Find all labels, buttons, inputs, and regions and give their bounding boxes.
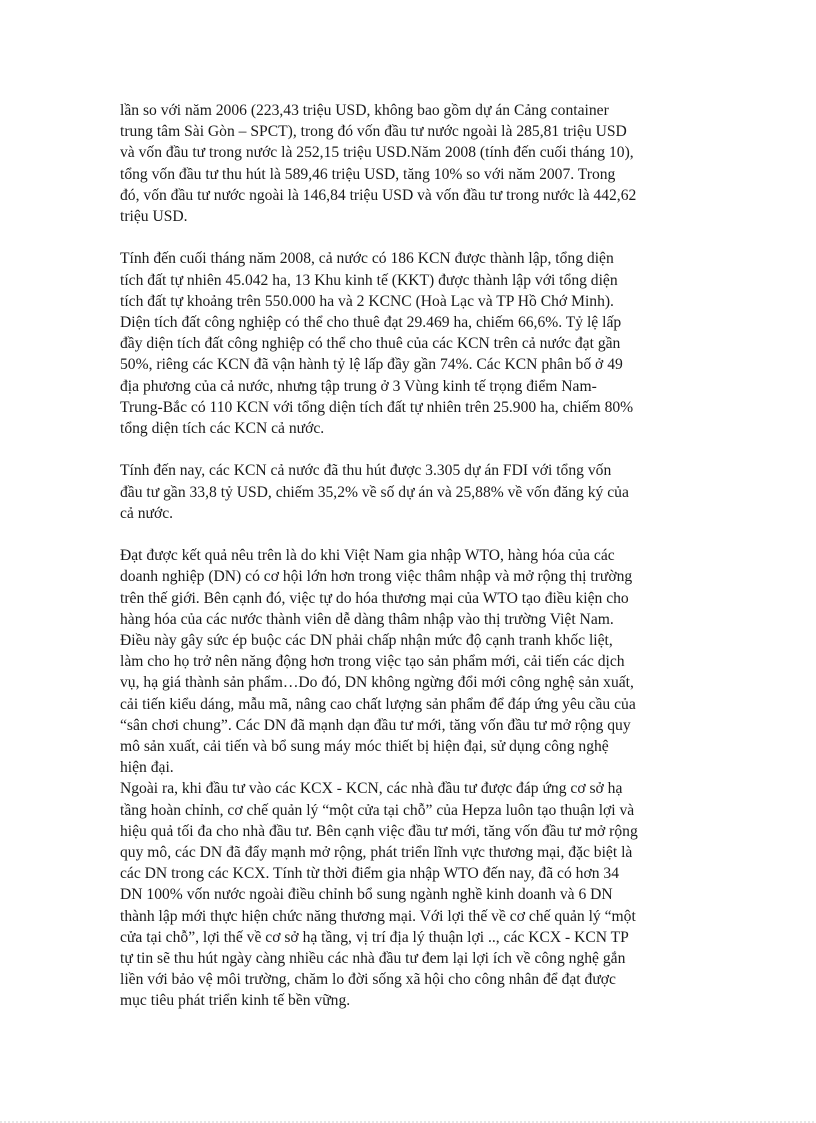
paragraph-wto-impact: Đạt được kết quả nêu trên là do khi Việt Nam gia nhập WTO, hàng hóa của các doanh nghiệp (DN) có cơ hội lớn hơn trong việc thâm nhập và mở rộng thị trường trên thế giới. Bên cạnh đó, việc tự do hóa thương mại của WTO tạo điều kiện cho hàng hóa của các nước thành viên dễ dàng thâm nhập vào thị trường Việt Nam. Điều này gây sức ép buộc các DN phải chấp nhận mức độ cạnh tranh khốc liệt, làm cho họ trở nên năng động hơn trong việc tạo sản phẩm mới, cải tiến các dịch vụ, hạ giá thành sản phẩm…Do đó, DN không ngừng đổi mới công nghệ sản xuất, cải tiến kiểu dáng, mẫu mã, nâng cao chất lượng sản phẩm để đáp ứng yêu cầu của “sân chơi chung”. Các DN đã mạnh dạn đầu tư mới, tăng vốn đầu tư mở rộng quy mô sản xuất, cải tiến và bổ sung máy móc thiết bị hiện đại, sử dụng công nghệ hiện đại. — [120, 547, 636, 777]
document-body — [120, 100, 710, 1012]
paragraph-investment-capital: lần so với năm 2006 (223,43 triệu USD, không bao gồm dự án Cảng container trung tâm Sài Gòn – SPCT), trong đó vốn đầu tư nước ngoài là 285,81 triệu USD và vốn đầu tư trong nước là 252,15 triệu USD.Năm 2008 (tính đến cuối tháng 10), tổng vốn đầu tư thu hút là 589,46 triệu USD, tăng 10% so với năm 2007. Trong đó, vốn đầu tư nước ngoài là 146,84 triệu USD và vốn đầu tư trong nước là 442,62 triệu USD. — [120, 102, 637, 226]
paragraph-fdi-projects: Tính đến nay, các KCN cả nước đã thu hút được 3.305 dự án FDI với tổng vốn đầu tư gần 33,8 tỷ USD, chiếm 35,2% về số dự án và 25,88% về vốn đăng ký của cả nước. — [120, 462, 629, 522]
paragraph-hepza-advantages: Ngoài ra, khi đầu tư vào các KCX - KCN, các nhà đầu tư được đáp ứng cơ sở hạ tầng hoàn chỉnh, cơ chế quản lý “một cửa tại chỗ” của Hepza luôn tạo thuận lợi và hiệu quả tối đa cho nhà đầu tư. Bên cạnh việc đầu tư mới, tăng vốn đầu tư mở rộng quy mô, các DN đã đẩy mạnh mở rộng, phát triển lĩnh vực thương mại, đặc biệt là các DN trong các KCX. Tính từ thời điểm gia nhập WTO đến nay, đã có hơn 34 DN 100% vốn nước ngoài điều chỉnh bổ sung ngành nghề kinh doanh và 6 DN thành lập mới thực hiện chức năng thương mại. Với lợi thế về cơ chế quản lý “một cửa tại chỗ”, lợi thế về cơ sở hạ tầng, vị trí địa lý thuận lợi .., các KCX - KCN TP tự tin sẽ thu hút ngày càng nhiều các nhà đầu tư đem lại lợi ích về công nghệ gắn liền với bảo vệ môi trường, chăm lo đời sống xã hội cho công nhân để đạt được mục tiêu phát triển kinh tế bền vững. — [120, 780, 638, 1010]
paragraph-industrial-zones-count: Tính đến cuối tháng năm 2008, cả nước có 186 KCN được thành lập, tổng diện tích đất tự nhiên 45.042 ha, 13 Khu kinh tế (KKT) được thành lập với tổng diện tích đất tự khoảng trên 550.000 ha và 2 KCNC (Hoà Lạc và TP Hồ Chớ Minh). Diện tích đất công nghiệp có thể cho thuê đạt 29.469 ha, chiếm 66,6%. Tỷ lệ lấp đầy diện tích đất công nghiệp có thể cho thuê của các KCN trên cả nước đạt gần 50%, riêng các KCN đã vận hành tỷ lệ lấp đầy gần 74%. Các KCN phân bố ở 49 địa phương của cả nước, nhưng tập trung ở 3 Vùng kinh tế trọng điểm Nam- Trung-Bắc có 110 KCN với tổng diện tích đất tự nhiên trên 25.900 ha, chiếm 80% tổng diện tích các KCN cả nước. — [120, 250, 634, 438]
